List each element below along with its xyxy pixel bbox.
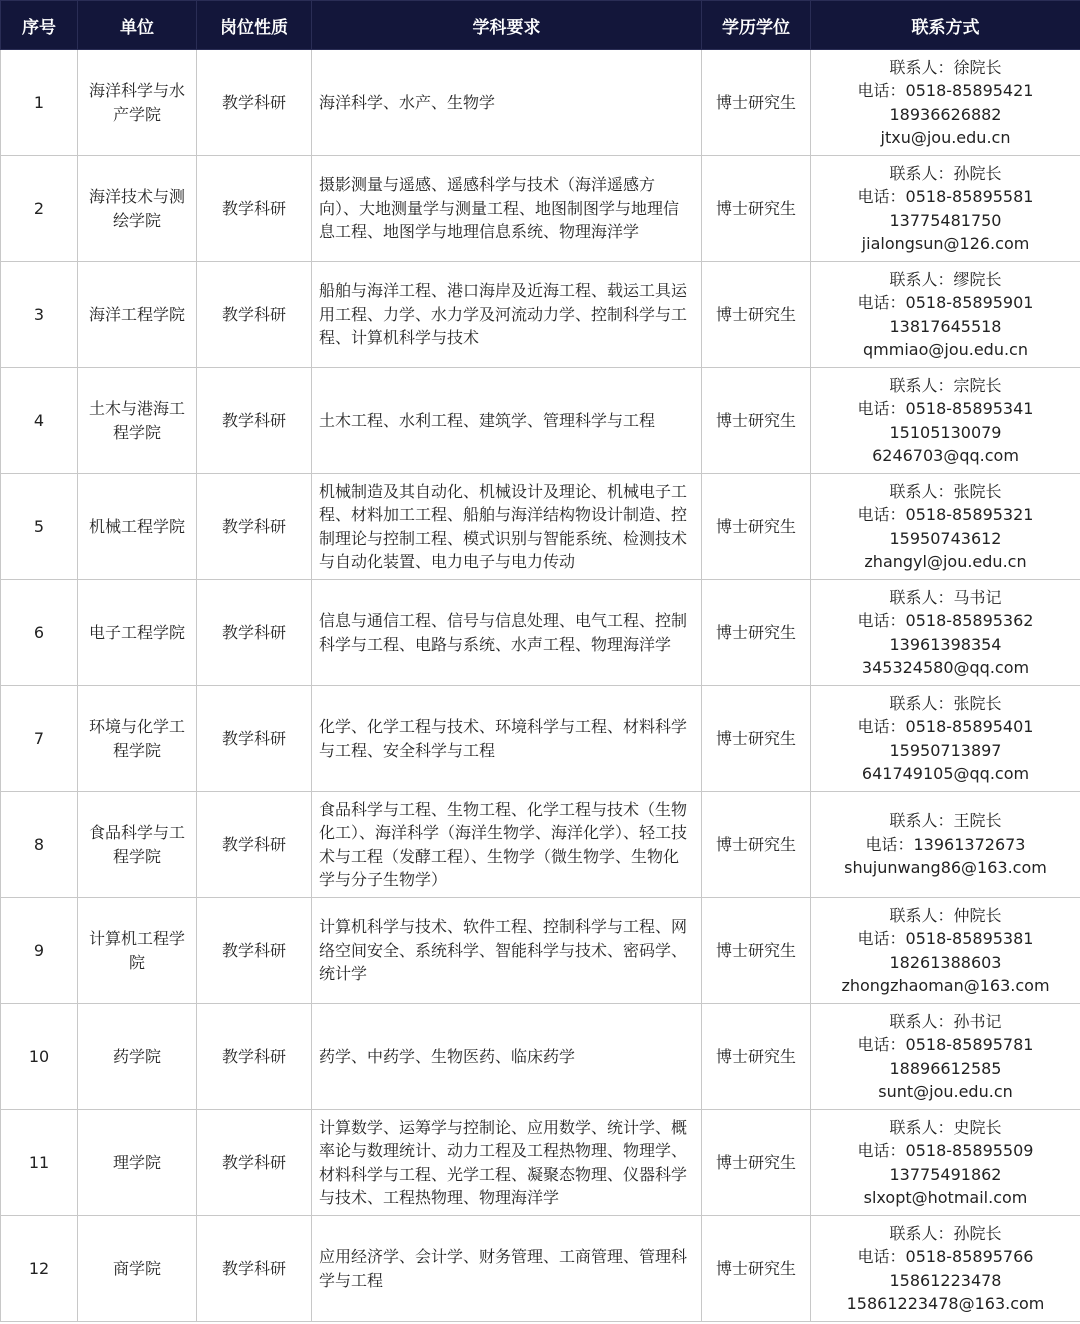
contact-line: 联系人：孙院长 xyxy=(889,163,1002,183)
position-nature: 教学科研 xyxy=(197,1110,312,1216)
contact-info xyxy=(811,474,1080,580)
degree-requirement: 博士研究生 xyxy=(702,580,811,686)
contact-info xyxy=(811,156,1080,262)
position-nature: 教学科研 xyxy=(197,686,312,792)
contact-info xyxy=(811,580,1080,686)
contact-info xyxy=(811,1004,1080,1110)
unit-name: 食品科学与工程学院 xyxy=(78,792,197,898)
row-index: 1 xyxy=(1,50,78,156)
contact-line: 18936626882 xyxy=(889,104,1002,124)
contact-line: 电话：0518-85895362 xyxy=(857,611,1034,630)
header-row xyxy=(1,1,1080,50)
contact-line: 电话：0518-85895581 xyxy=(857,187,1034,206)
subject-requirements: 机械制造及其自动化、机械设计及理论、机械电子工程、材料加工工程、船舶与海洋结构物设计制造、控制理论与控制工程、模式识别与智能系统、检测技术与自动化装置、电力电子与电力传动 xyxy=(312,474,702,580)
subject-requirements: 船舶与海洋工程、港口海岸及近海工程、载运工具运用工程、力学、水力学及河流动力学、控制科学与工程、计算机科学与技术 xyxy=(312,262,702,368)
header-contact: 联系方式 xyxy=(811,1,1080,50)
contact-line: 电话：0518-85895781 xyxy=(857,1035,1034,1054)
unit-name: 商学院 xyxy=(78,1216,197,1322)
row-index: 12 xyxy=(1,1216,78,1322)
contact-line: 联系人：宗院长 xyxy=(889,375,1002,395)
contact-line: 电话：0518-85895509 xyxy=(857,1141,1034,1160)
contact-info xyxy=(811,898,1080,1004)
position-nature: 教学科研 xyxy=(197,156,312,262)
contact-line: 电话：0518-85895401 xyxy=(857,717,1034,736)
contact-line: 联系人：孙院长 xyxy=(889,1223,1002,1243)
contact-line: 13775491862 xyxy=(889,1164,1002,1184)
table-row xyxy=(1,1110,1080,1216)
contact-line: shujunwang86@163.com xyxy=(844,858,1047,878)
position-nature: 教学科研 xyxy=(197,1216,312,1322)
table-body xyxy=(1,50,1080,1322)
row-index: 9 xyxy=(1,898,78,1004)
table-row xyxy=(1,580,1080,686)
unit-name: 计算机工程学院 xyxy=(78,898,197,1004)
contact-line: 联系人：徐院长 xyxy=(889,57,1002,77)
unit-name: 环境与化学工程学院 xyxy=(78,686,197,792)
contact-line: 电话：0518-85895901 xyxy=(857,293,1034,312)
contact-line: 联系人：张院长 xyxy=(889,693,1002,713)
contact-line: 15950713897 xyxy=(889,740,1002,760)
header-degree: 学历学位 xyxy=(702,1,811,50)
contact-info xyxy=(811,686,1080,792)
table-row xyxy=(1,474,1080,580)
contact-line: 电话：0518-85895341 xyxy=(857,399,1034,418)
unit-name: 机械工程学院 xyxy=(78,474,197,580)
degree-requirement: 博士研究生 xyxy=(702,686,811,792)
contact-line: zhangyl@jou.edu.cn xyxy=(864,552,1027,571)
contact-line: 电话：0518-85895421 xyxy=(857,81,1034,100)
contact-info xyxy=(811,1110,1080,1216)
subject-requirements: 药学、中药学、生物医药、临床药学 xyxy=(312,1004,702,1110)
contact-line: 联系人：王院长 xyxy=(889,811,1002,831)
position-nature: 教学科研 xyxy=(197,580,312,686)
table-row xyxy=(1,792,1080,898)
contact-line: 联系人：孙书记 xyxy=(889,1011,1002,1031)
position-nature: 教学科研 xyxy=(197,368,312,474)
degree-requirement: 博士研究生 xyxy=(702,1216,811,1322)
contact-line: 15861223478 xyxy=(889,1270,1002,1290)
contact-line: zhongzhaoman@163.com xyxy=(841,976,1050,995)
subject-requirements: 摄影测量与遥感、遥感科学与技术（海洋遥感方向）、大地测量学与测量工程、地图制图学与地理信息工程、地图学与地理信息系统、物理海洋学 xyxy=(312,156,702,262)
position-nature: 教学科研 xyxy=(197,898,312,1004)
table-row xyxy=(1,262,1080,368)
contact-line: 13817645518 xyxy=(889,316,1002,336)
contact-line: 13961398354 xyxy=(889,634,1002,654)
contact-line: 6246703@qq.com xyxy=(872,446,1019,465)
row-index: 10 xyxy=(1,1004,78,1110)
table-row xyxy=(1,50,1080,156)
position-nature: 教学科研 xyxy=(197,792,312,898)
contact-info xyxy=(811,262,1080,368)
contact-line: 641749105@qq.com xyxy=(861,764,1030,783)
contact-line: 18896612585 xyxy=(889,1058,1002,1078)
subject-requirements: 食品科学与工程、生物工程、化学工程与技术（生物化工）、海洋科学（海洋生物学、海洋化学）、轻工技术与工程（发酵工程）、生物学（微生物学、生物化学与分子生物学） xyxy=(312,792,702,898)
contact-line: 联系人：史院长 xyxy=(889,1117,1002,1137)
table-row xyxy=(1,686,1080,792)
contact-info xyxy=(811,1216,1080,1322)
degree-requirement: 博士研究生 xyxy=(702,262,811,368)
contact-line: 345324580@qq.com xyxy=(861,658,1030,677)
contact-line: 电话：0518-85895321 xyxy=(857,505,1034,524)
unit-name: 电子工程学院 xyxy=(78,580,197,686)
row-index: 4 xyxy=(1,368,78,474)
contact-line: 15861223478@163.com xyxy=(846,1294,1045,1313)
contact-line: 联系人：仲院长 xyxy=(889,905,1002,925)
contact-info xyxy=(811,792,1080,898)
subject-requirements: 化学、化学工程与技术、环境科学与工程、材料科学与工程、安全科学与工程 xyxy=(312,686,702,792)
table-row xyxy=(1,368,1080,474)
header-position-nature: 岗位性质 xyxy=(197,1,312,50)
contact-line: 电话：13961372673 xyxy=(865,834,1026,854)
degree-requirement: 博士研究生 xyxy=(702,474,811,580)
contact-line: 联系人：缪院长 xyxy=(889,269,1002,289)
header-unit: 单位 xyxy=(78,1,197,50)
contact-line: jialongsun@126.com xyxy=(861,234,1030,253)
header-subject-requirements: 学科要求 xyxy=(312,1,702,50)
position-nature: 教学科研 xyxy=(197,262,312,368)
unit-name: 海洋科学与水产学院 xyxy=(78,50,197,156)
contact-line: qmmiao@jou.edu.cn xyxy=(863,340,1028,359)
subject-requirements: 海洋科学、水产、生物学 xyxy=(312,50,702,156)
position-nature: 教学科研 xyxy=(197,474,312,580)
subject-requirements: 应用经济学、会计学、财务管理、工商管理、管理科学与工程 xyxy=(312,1216,702,1322)
contact-line: 联系人：马书记 xyxy=(889,587,1002,607)
subject-requirements: 土木工程、水利工程、建筑学、管理科学与工程 xyxy=(312,368,702,474)
unit-name: 土木与港海工程学院 xyxy=(78,368,197,474)
row-index: 7 xyxy=(1,686,78,792)
unit-name: 海洋技术与测绘学院 xyxy=(78,156,197,262)
contact-line: 15105130079 xyxy=(889,422,1002,442)
position-nature: 教学科研 xyxy=(197,1004,312,1110)
row-index: 6 xyxy=(1,580,78,686)
contact-line: jtxu@jou.edu.cn xyxy=(880,128,1011,147)
row-index: 3 xyxy=(1,262,78,368)
degree-requirement: 博士研究生 xyxy=(702,156,811,262)
row-index: 11 xyxy=(1,1110,78,1216)
degree-requirement: 博士研究生 xyxy=(702,50,811,156)
contact-info xyxy=(811,50,1080,156)
contact-line: slxopt@hotmail.com xyxy=(863,1188,1028,1207)
position-nature: 教学科研 xyxy=(197,50,312,156)
unit-name: 理学院 xyxy=(78,1110,197,1216)
contact-line: 电话：0518-85895381 xyxy=(857,929,1034,948)
contact-line: 13775481750 xyxy=(889,210,1002,230)
contact-line: sunt@jou.edu.cn xyxy=(878,1082,1013,1101)
contact-line: 联系人：张院长 xyxy=(889,481,1002,501)
subject-requirements: 信息与通信工程、信号与信息处理、电气工程、控制科学与工程、电路与系统、水声工程、物理海洋学 xyxy=(312,580,702,686)
unit-name: 药学院 xyxy=(78,1004,197,1110)
degree-requirement: 博士研究生 xyxy=(702,898,811,1004)
contact-line: 15950743612 xyxy=(889,528,1002,548)
unit-name: 海洋工程学院 xyxy=(78,262,197,368)
table-row xyxy=(1,1216,1080,1322)
degree-requirement: 博士研究生 xyxy=(702,1004,811,1110)
row-index: 5 xyxy=(1,474,78,580)
table-row xyxy=(1,1004,1080,1110)
degree-requirement: 博士研究生 xyxy=(702,1110,811,1216)
table-row xyxy=(1,156,1080,262)
table-row xyxy=(1,898,1080,1004)
degree-requirement: 博士研究生 xyxy=(702,792,811,898)
contact-info xyxy=(811,368,1080,474)
contact-line: 电话：0518-85895766 xyxy=(857,1247,1034,1266)
subject-requirements: 计算机科学与技术、软件工程、控制科学与工程、网络空间安全、系统科学、智能科学与技术、密码学、统计学 xyxy=(312,898,702,1004)
subject-requirements: 计算数学、运筹学与控制论、应用数学、统计学、概率论与数理统计、动力工程及工程热物理、物理学、材料科学与工程、光学工程、凝聚态物理、仪器科学与技术、工程热物理、物理海洋学 xyxy=(312,1110,702,1216)
row-index: 2 xyxy=(1,156,78,262)
row-index: 8 xyxy=(1,792,78,898)
degree-requirement: 博士研究生 xyxy=(702,368,811,474)
header-index: 序号 xyxy=(1,1,78,50)
contact-line: 18261388603 xyxy=(889,952,1002,972)
